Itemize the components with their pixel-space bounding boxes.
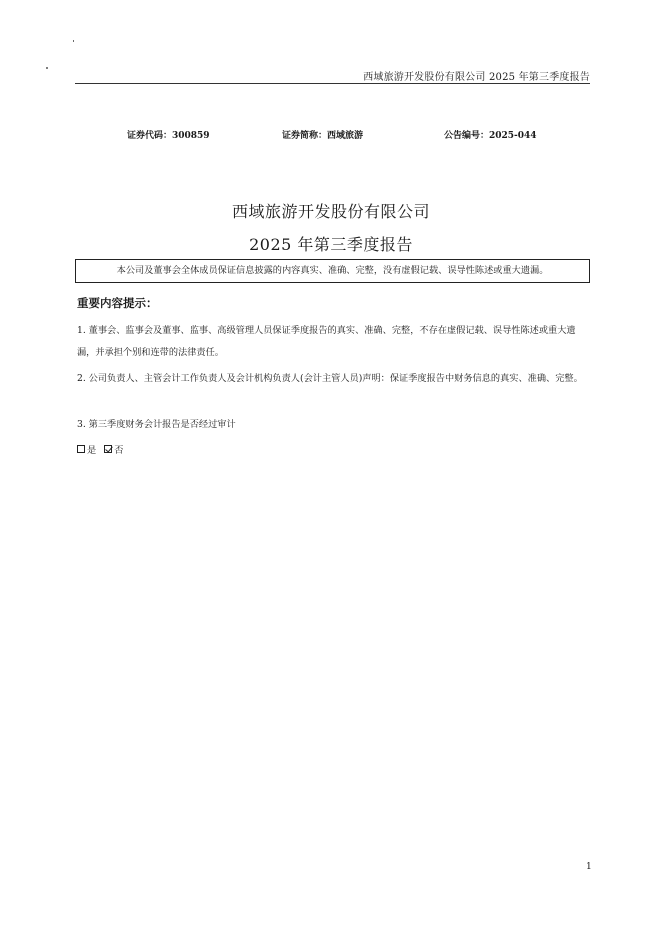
disclosure-notice-box — [75, 259, 590, 283]
important-item-3: 3. 第三季度财务会计报告是否经过审计 — [77, 419, 236, 430]
audit-options — [77, 442, 123, 456]
scan-speck — [73, 40, 74, 42]
page-number: 1 — [586, 862, 592, 872]
header-divider — [75, 83, 590, 84]
yes-option-label: 是 — [87, 445, 97, 456]
important-notes-heading: 重要内容提示： — [77, 296, 158, 310]
important-item-1: 1. 董事会、监事会及董事、监事、高级管理人员保证季度报告的真实、准确、完整，不存在虚假记载、误导性陈述或重大遗漏，并承担个别和连带的法律责任。 — [77, 325, 576, 358]
company-title: 西域旅游开发股份有限公司 — [231, 202, 430, 221]
stock-abbreviation: 证券简称：西域旅游 — [282, 131, 364, 141]
no-checkbox-checked-icon — [104, 445, 112, 453]
scan-speck — [46, 67, 48, 69]
stock-code: 证券代码：300859 — [127, 131, 210, 141]
announcement-number: 公告编号：2025-044 — [444, 131, 537, 141]
running-header: 西域旅游开发股份有限公司 2025 年第三季度报告 — [363, 72, 590, 83]
yes-checkbox-icon — [77, 445, 85, 453]
disclosure-notice-text: 本公司及董事会全体成员保证信息披露的内容真实、准确、完整，没有虚假记载、误导性陈述或重大遗漏。 — [116, 265, 549, 276]
important-item-2: 2. 公司负责人、主管会计工作负责人及会计机构负责人(会计主管人员)声明：保证季度报告中财务信息的真实、准确、完整。 — [77, 373, 583, 384]
no-option-label: 否 — [114, 445, 124, 456]
report-title: 2025 年第三季度报告 — [249, 235, 413, 254]
